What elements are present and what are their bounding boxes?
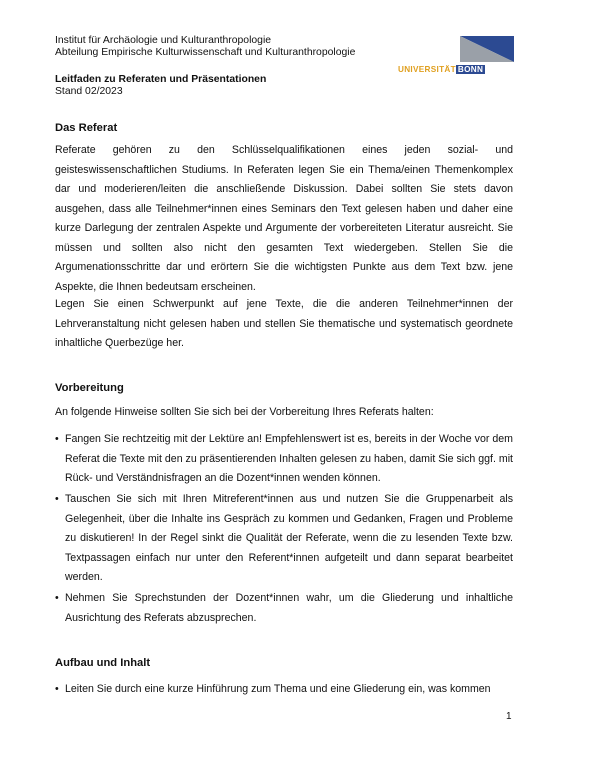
section-title-vorbereitung: Vorbereitung — [55, 382, 124, 394]
bullet-text: Tauschen Sie sich mit Ihren Mitreferent*innen aus und nutzen Sie die Gruppenarbeit als Gelegenheit, über die Inhalte ins Gespräch zu kommen und Gedanken, Fragen und Probleme zu diskutieren! In der Regel sinkt die Qualität der Referate, wenn die zu lesenden Texte bzw. Textpassagen einfach nur unter den Referent*innen aufgeteilt und dann separat bearbeitet werden. — [65, 493, 513, 583]
referat-paragraph-2: Legen Sie einen Schwerpunkt auf jene Texte, die die anderen Teilnehmer*innen der Lehrveranstaltung nicht gelesen haben und stellen Sie thematische und systematisch geordnete inhaltliche Querbezüge her. — [55, 298, 513, 349]
section-title-aufbau: Aufbau und Inhalt — [55, 657, 151, 669]
bullet-icon: • — [55, 592, 59, 604]
document-title: Leitfaden zu Referaten und Präsentationen — [55, 74, 267, 85]
bullet-text: Nehmen Sie Sprechstunden der Dozent*innen wahr, um die Gliederung und inhaltliche Ausrichtung des Referats abzusprechen. — [65, 592, 513, 624]
section-title-referat: Das Referat — [55, 122, 118, 134]
bullet-text: Fangen Sie rechtzeitig mit der Lektüre an! Empfehlenswert ist es, bereits in der Woche vor dem Referat die Texte mit den zu präsentierenden Inhalten gelesen zu haben, damit Sie sich ggf. mit Rück- und Verständnisfragen an die Dozent*innen wenden können. — [65, 433, 513, 484]
logo-text-universitaet: UNIVERSITÄT — [398, 65, 456, 74]
page-number: 1 — [506, 711, 512, 722]
bullet-icon: • — [55, 433, 59, 445]
vorbereitung-intro: An folgende Hinweise sollten Sie sich bei der Vorbereitung Ihres Referats halten: — [55, 406, 434, 418]
referat-paragraph-1: Referate gehören zu den Schlüsselqualifikationen eines jeden sozial- und geisteswissenschaftlichen Studiums. In Referaten legen Sie ein Thema/einen Themenkomplex dar und moderieren/leiten die anschließende Diskussion. Dabei sollten Sie stets davon ausgehen, dass alle Teilnehmer*innen eines Seminars den Text gelesen haben und daher eine kurze Darlegung der zentralen Aspekte und Argumente der vorbereiteten Literatur ausreicht. Sie müssen und sollten also nicht den gesamten Text wiedergeben. Stellen Sie die Argumenationsschritte dar und erörtern Sie die wichtigsten Punkte aus dem Text bzw. jene Aspekte, die Ihnen bedeutsam erscheinen. — [55, 144, 513, 293]
logo-text-bonn: BONN — [457, 65, 484, 74]
bullet-icon: • — [55, 683, 59, 695]
department-name: Abteilung Empirische Kulturwissenschaft und Kulturanthropologie — [55, 47, 356, 58]
logo-wordmark — [398, 65, 485, 74]
institute-name: Institut für Archäologie und Kulturanthropologie — [55, 35, 272, 46]
bullet-icon: • — [55, 493, 59, 505]
bullet-text: Leiten Sie durch eine kurze Hinführung zum Thema und eine Gliederung ein, was kommen — [65, 683, 491, 695]
document-date: Stand 02/2023 — [55, 86, 123, 97]
